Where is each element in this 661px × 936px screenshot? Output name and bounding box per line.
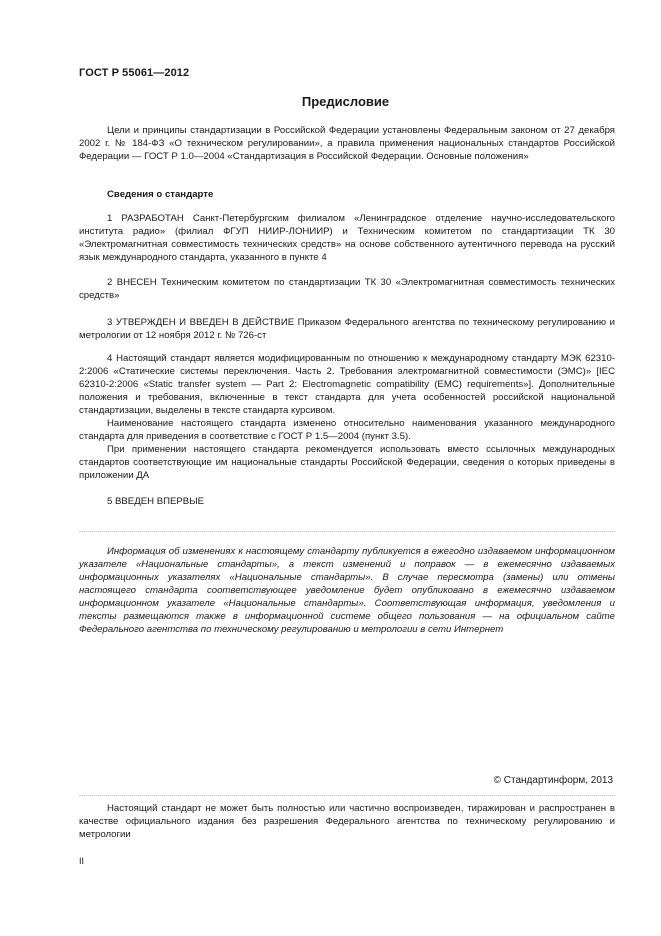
item-1-paragraph	[79, 212, 615, 264]
item-1-text: 1 РАЗРАБОТАН Санкт-Петербургским филиалом «Ленинградское отделение научно-исследовательского института радио» (филиал ФГУП НИИР-ЛОНИИР) и Техническим комитетом по стандартизации ТК 30 «Электромагнитная совместимость технических средств» на основе собственного аутентичного перевода на русский язык международного стандарта, указанного в пункте 4	[79, 213, 615, 263]
item-2-text: 2 ВНЕСЕН Техническим комитетом по стандартизации ТК 30 «Электромагнитная совместимость технических средств»	[79, 277, 615, 301]
divider-top	[79, 531, 615, 533]
item-3-text: 3 УТВЕРЖДЕН И ВВЕДЕН В ДЕЙСТВИЕ Приказом Федерального агентства по техническому регулированию и метрологии от 12 ноября 2012 г. № 726-ст	[79, 317, 615, 341]
intro-paragraph	[79, 124, 615, 163]
notice-text: Информация об изменениях к настоящему стандарту публикуется в ежегодно издаваемом информационном указателе «Национальные стандарты», а текст изменений и поправок — в ежемесячно издаваемых информационных указателях «Национальные стандарты». В случае пересмотра (замены) или отмены настоящего стандарта соответствующее уведомление будет опубликовано в ежемесячно издаваемом информационном указателе «Национальные стандарты». Соответствующая информация, уведомления и тексты размещаются также в информационной системе общего пользования — на официальном сайте Федерального агентства по техническому регулированию и метрологии в сети Интернет	[79, 546, 615, 635]
page-title: Предисловие	[301, 94, 390, 109]
info-heading-block	[79, 188, 615, 201]
intro-text: Цели и принципы стандартизации в Российской Федерации установлены Федеральным законом от 27 декабря 2002 г. № 184-ФЗ «О техническом регулировании», а правила применения национальных стандартов Российской Федерации — ГОСТ Р 1.0—2004 «Стандартизация в Российской Федерации. Основные положения»	[79, 125, 615, 162]
notice-paragraph	[79, 545, 615, 636]
item-2-paragraph	[79, 276, 615, 302]
item-4-text-b: Наименование настоящего стандарта изменено относительно наименования указанного международного стандарта для приведения в соответствие с ГОСТ Р 1.5—2004 (пункт 3.5).	[79, 418, 615, 442]
reproduction-text: Настоящий стандарт не может быть полностью или частично воспроизведен, тиражирован и распространен в качестве официального издания без разрешения Федерального агентства по техническому регулированию и метрологии	[79, 803, 615, 840]
reproduction-paragraph	[79, 802, 615, 841]
item-3-paragraph	[79, 316, 615, 342]
info-heading: Сведения о стандарте	[107, 189, 214, 200]
item-4-paragraph	[79, 352, 615, 482]
item-5-text: 5 ВВЕДЕН ВПЕРВЫЕ	[107, 496, 205, 507]
divider-bottom	[79, 795, 615, 797]
item-4-text-c: При применении настоящего стандарта рекомендуется использовать вместо ссылочных международных стандартов соответствующие им национальные стандарты Российской Федерации, сведения о которых приведены в приложении ДА	[79, 444, 615, 481]
item-5-paragraph	[79, 495, 615, 508]
item-4-text-a: 4 Настоящий стандарт является модифицированным по отношению к международному стандарту МЭК 62310-2:2006 «Статические системы переключения. Часть 2. Требования электромагнитной совместимости (ЭМС)» [IEC 62310-2:2006 «Static transfer system — Part 2: Electromagnetic compatibility (EMC) requirements»]. Дополнительные положения и требования, включенные в текст стандарта для учета особенностей российской национальной стандартизации, выделены в тексте стандарта курсивом.	[79, 353, 615, 416]
document-id-header: ГОСТ Р 55061—2012	[79, 67, 190, 79]
page-number: II	[79, 856, 85, 866]
copyright-line: © Стандартинформ, 2013	[493, 775, 613, 786]
